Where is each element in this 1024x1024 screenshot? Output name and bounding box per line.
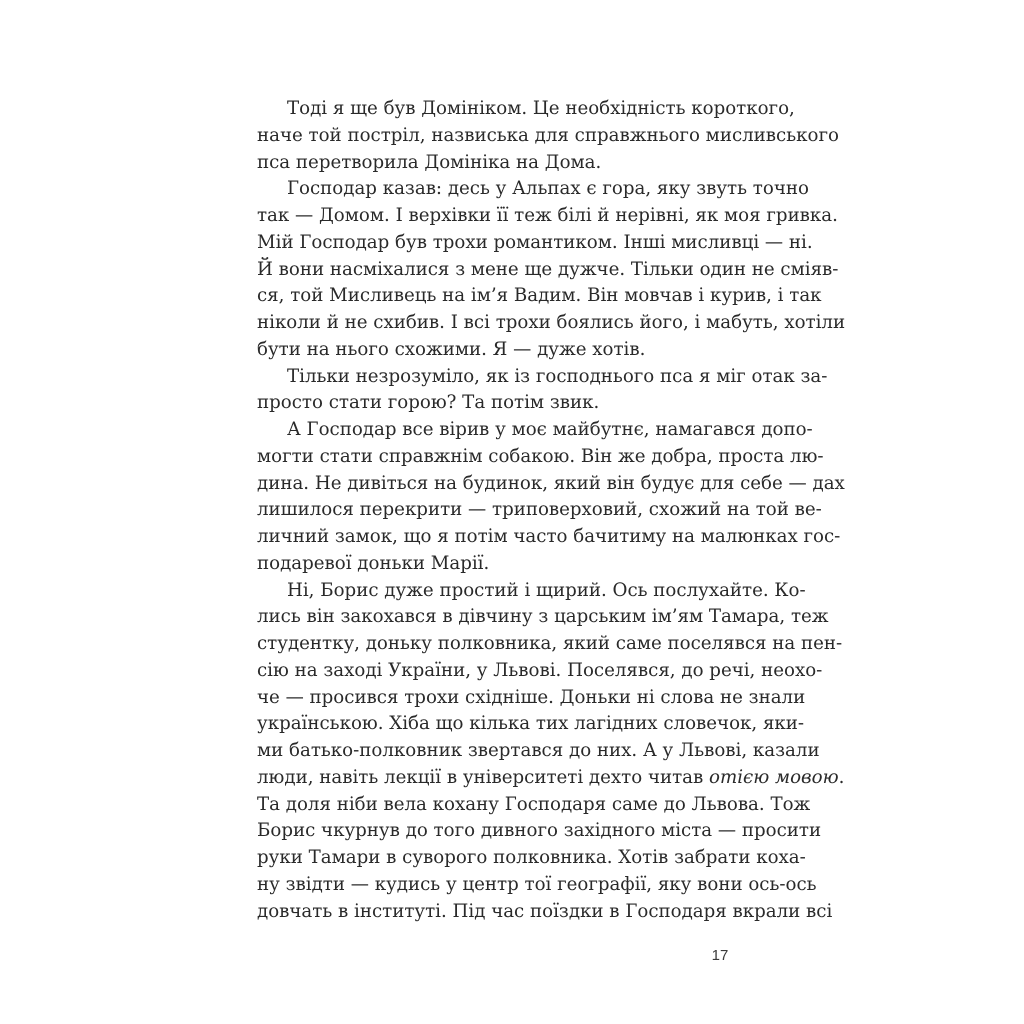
text-line: довчать в інституті. Під час поїздки в Господаря вкрали всі: [257, 900, 833, 922]
text-line: лишилося перекрити — триповерховий, схожий на той ве-: [257, 499, 822, 521]
text-line: могти стати справжнім собакою. Він же добра, проста лю-: [257, 445, 824, 467]
text-line: Тільки незрозуміло, як із господнього пса я міг отак за-: [287, 365, 828, 387]
text-line: наче той постріл, назвиська для справжнього мисливського: [257, 124, 839, 146]
text-line: ми батько-полковник звертався до них. А у Львові, казали: [257, 740, 820, 761]
text-line: лись він закохався в дівчину з царським ім’ям Тамара, теж: [257, 606, 829, 628]
text-line: ніколи й не схибив. І всі трохи боялись його, і мабуть, хотіли: [257, 312, 846, 333]
text-segment: .: [838, 766, 845, 788]
text-line: личний замок, що я потім часто бачитиму на малюнках гос-: [257, 526, 841, 547]
text-line: Господар казав: десь у Альпах є гора, яку звуть точно: [287, 178, 809, 200]
page-number: 17: [711, 947, 729, 964]
text-line: че — просився трохи східніше. Доньки ні слова не знали: [257, 686, 806, 708]
text-line: Й вони насміхалися з мене ще дужче. Тільки один не сміяв-: [257, 258, 839, 280]
text-line: Ні, Борис дуже простий і щирий. Ось послухайте. Ко-: [287, 579, 806, 601]
text-line: А Господар все вірив у моє майбутнє, намагався допо-: [287, 419, 813, 440]
text-line-with-italic: [257, 765, 845, 792]
text-line: Та доля ніби вела кохану Господаря саме до Львова. Тож: [257, 793, 811, 815]
text-line: пса перетворила Домініка на Дома.: [257, 151, 602, 173]
body-text: [257, 96, 846, 925]
text-segment: люди, навіть лекції в університеті дехто читав: [257, 766, 704, 788]
text-line: Тоді я ще був Домініком. Це необхідність короткого,: [287, 98, 795, 119]
text-line: подаревої доньки Марії.: [257, 552, 490, 574]
text-line: бути на нього схожими. Я — дуже хотів.: [257, 338, 646, 360]
text-line: так — Домом. І верхівки її теж білі й нерівні, як моя гривка.: [257, 205, 838, 226]
text-line: студентку, доньку полковника, який саме поселявся на пен-: [257, 633, 843, 654]
text-line: українською. Хіба що кілька тих лагідних словечок, яки-: [257, 713, 805, 735]
italic-phrase: отією мовою: [709, 766, 839, 788]
text-line: дина. Не дивіться на будинок, який він будує для себе — дах: [257, 472, 845, 494]
text-line: Борис чкурнув до того дивного західного міста — просити: [257, 820, 822, 842]
text-line: Мій Господар був трохи романтиком. Інші мисливці — ні.: [257, 231, 813, 253]
text-line: ся, той Мисливець на ім’я Вадим. Він мовчав і курив, і так: [257, 285, 822, 307]
text-line: руки Тамари в суворого полковника. Хотів забрати коха-: [257, 847, 806, 868]
text-line: сію на заході України, у Львові. Поселявся, до речі, неохо-: [257, 659, 823, 681]
text-line: ну звідти — кудись у центр тої географії, яку вони ось-ось: [257, 873, 817, 895]
text-line: просто стати горою? Та потім звик.: [257, 392, 600, 414]
